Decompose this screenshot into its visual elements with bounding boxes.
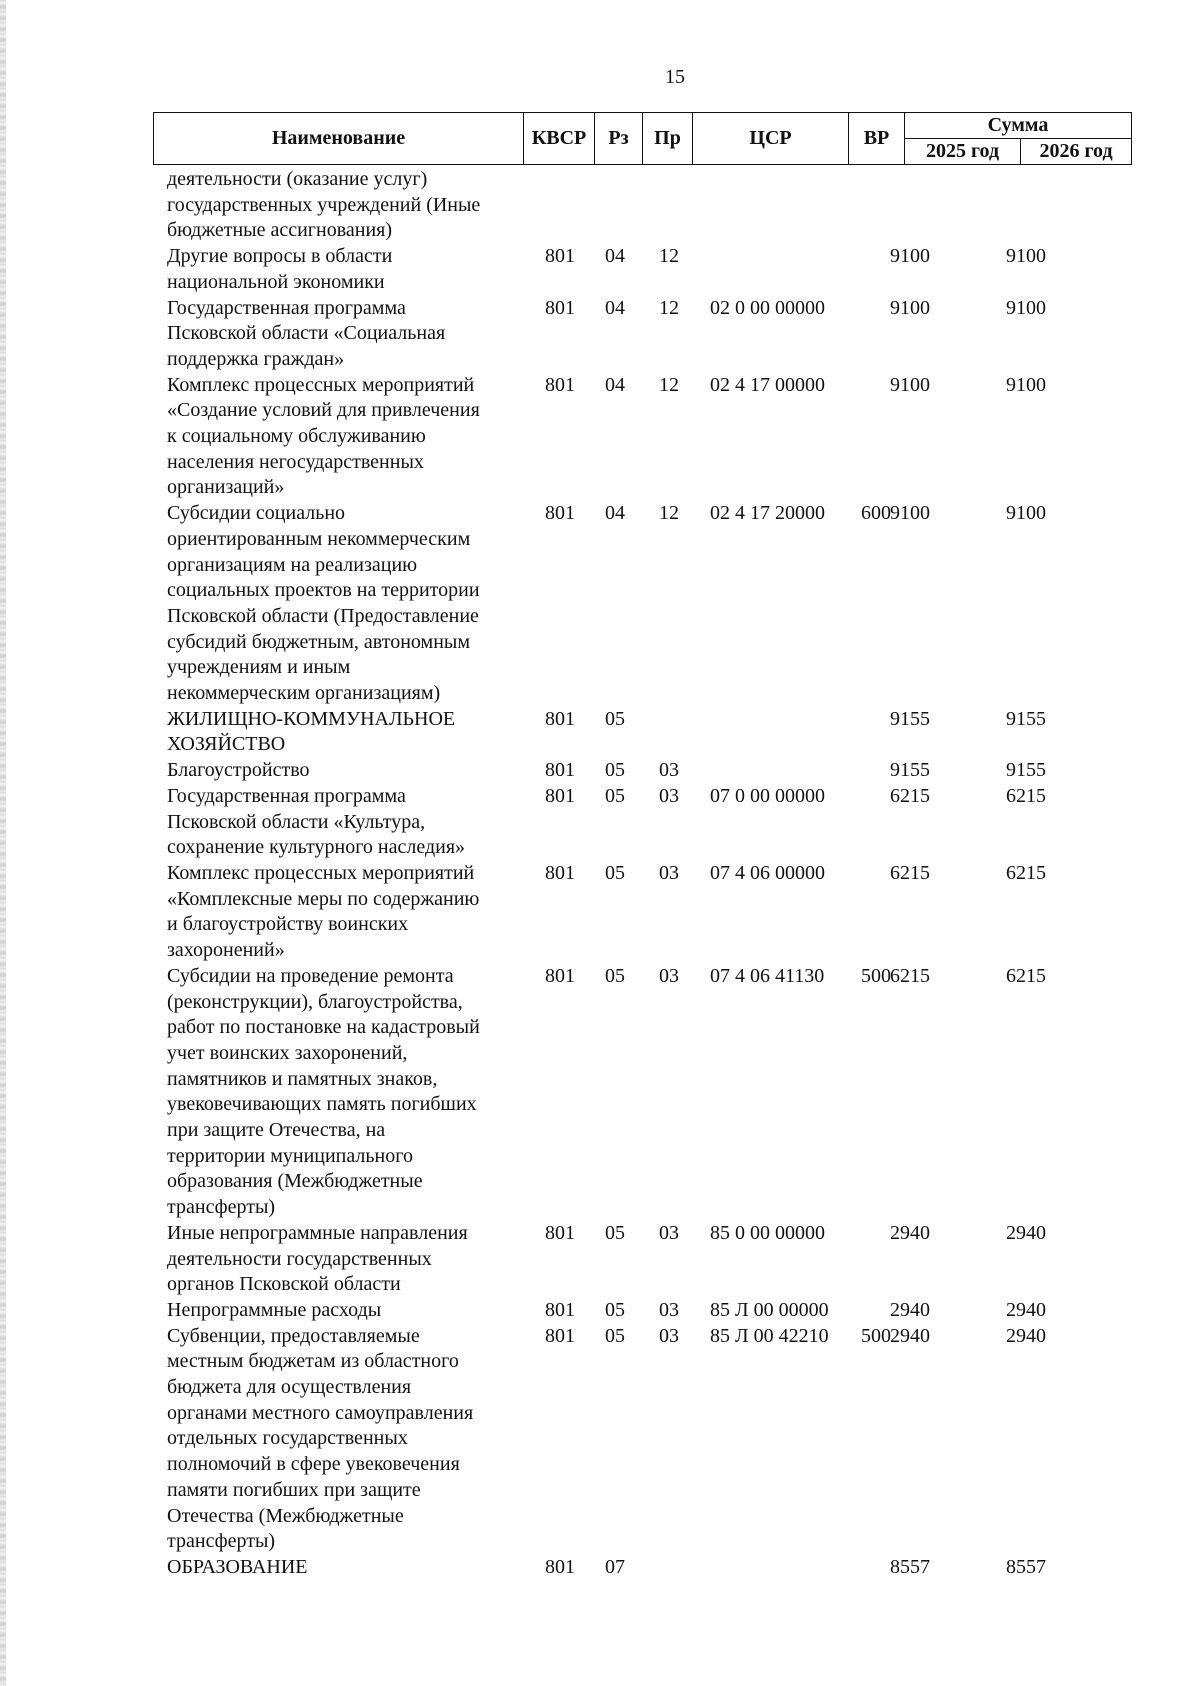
row-name: Государственная программа Псковской области «Культура, сохранение культурного наследия» [167, 784, 466, 859]
header-name: Наименование [154, 113, 524, 165]
row-kvsr: 801 [545, 1221, 575, 1244]
row-sum-2026: 2940 [1006, 1221, 1046, 1244]
row-name: Непрограммные расходы [167, 1298, 382, 1321]
row-kvsr: 801 [545, 1555, 575, 1578]
table-row [167, 758, 1157, 784]
row-rz: 05 [605, 964, 625, 987]
header-kvsr: КВСР [524, 113, 595, 165]
table-row [167, 1324, 1157, 1555]
row-rz: 05 [605, 1298, 625, 1321]
row-name: Благоустройство [167, 759, 310, 782]
row-sum-2025: 9100 [890, 502, 930, 525]
row-csr: 07 4 06 00000 [710, 861, 825, 884]
header-vr: ВР [849, 113, 905, 165]
row-rz: 07 [605, 1555, 625, 1578]
row-sum-2026: 8557 [1006, 1555, 1046, 1578]
row-sum-2025: 9100 [890, 245, 930, 268]
header-rz: Рз [595, 113, 643, 165]
row-kvsr: 801 [545, 373, 575, 396]
row-rz: 05 [605, 1324, 625, 1347]
row-sum-2025: 2940 [890, 1298, 930, 1321]
row-sum-2026: 9100 [1006, 373, 1046, 396]
row-pr: 03 [659, 861, 679, 884]
header-sum: Сумма [905, 113, 1132, 139]
row-name: Субсидии на проведение ремонта (реконструкции), благоустройства, работ по постановке на кадастровый учет воинских захоронений, памятников и памятных знаков, увековечивающих память погибших при защите Отечества, на территории муниципального образования (Межбюджетные трансферты) [167, 964, 480, 1219]
row-sum-2025: 9100 [890, 296, 930, 319]
row-sum-2026: 9100 [1006, 245, 1046, 268]
row-sum-2026: 6215 [1006, 964, 1046, 987]
row-rz: 05 [605, 707, 625, 730]
header-year-2026: 2026 год [1021, 139, 1132, 165]
row-sum-2026: 9100 [1006, 296, 1046, 319]
row-vr: 500 [861, 964, 891, 987]
table-row [167, 244, 1157, 295]
table-row [167, 373, 1157, 502]
header-year-2025: 2025 год [905, 139, 1021, 165]
row-kvsr: 801 [545, 707, 575, 730]
row-pr: 12 [659, 296, 679, 319]
header-csr: ЦСР [693, 113, 849, 165]
row-sum-2025: 6215 [890, 784, 930, 807]
table-row [167, 1298, 1157, 1324]
row-kvsr: 801 [545, 964, 575, 987]
row-name: Субсидии социально ориентированным некоммерческим организациям на реализацию социальных проектов на территории Псковской области (Предоставление субсидий бюджетным, автономным учреждениям и иным некоммерческим организациям) [167, 502, 480, 705]
row-csr: 07 0 00 00000 [710, 784, 825, 807]
row-name: Комплекс процессных мероприятий «Комплексные меры по содержанию и благоустройству воинских захоронений» [167, 861, 480, 962]
row-sum-2026: 9155 [1006, 759, 1046, 782]
row-csr: 85 Л 00 00000 [710, 1298, 829, 1321]
row-name: деятельности (оказание услуг) государственных учреждений (Иные бюджетные ассигнования) [167, 168, 481, 242]
row-csr: 85 Л 00 42210 [710, 1324, 829, 1347]
table-row [167, 784, 1157, 861]
row-csr: 02 4 17 20000 [710, 502, 825, 525]
row-name: Субвенции, предоставляемые местным бюджетам из областного бюджета для осуществления органами местного самоуправления отдельных государственных полномочий в сфере увековечения памяти погибших при защите Отечества (Межбюджетные трансферты) [167, 1324, 474, 1553]
row-pr: 12 [659, 373, 679, 396]
row-name: ОБРАЗОВАНИЕ [167, 1555, 308, 1578]
row-sum-2025: 2940 [890, 1221, 930, 1244]
row-rz: 04 [605, 296, 625, 319]
row-sum-2025: 8557 [890, 1555, 930, 1578]
row-name: Другие вопросы в области национальной экономики [167, 245, 393, 293]
row-sum-2026: 6215 [1006, 861, 1046, 884]
row-sum-2026: 6215 [1006, 784, 1046, 807]
row-vr: 600 [861, 502, 891, 525]
table-row [167, 1221, 1157, 1298]
row-pr: 03 [659, 1324, 679, 1347]
row-sum-2025: 6215 [890, 861, 930, 884]
row-sum-2026: 2940 [1006, 1298, 1046, 1321]
row-pr: 12 [659, 245, 679, 268]
row-kvsr: 801 [545, 861, 575, 884]
row-pr: 03 [659, 759, 679, 782]
row-rz: 04 [605, 502, 625, 525]
row-pr: 03 [659, 1298, 679, 1321]
page-number: 15 [665, 66, 685, 88]
row-sum-2025: 9100 [890, 373, 930, 396]
row-sum-2025: 9155 [890, 759, 930, 782]
row-vr: 500 [861, 1324, 891, 1347]
row-name: Государственная программа Псковской области «Социальная поддержка граждан» [167, 296, 446, 370]
row-rz: 04 [605, 373, 625, 396]
row-rz: 05 [605, 784, 625, 807]
row-pr: 12 [659, 502, 679, 525]
row-kvsr: 801 [545, 245, 575, 268]
row-name: Комплекс процессных мероприятий «Создание условий для привлечения к социальному обслуживанию населения негосударственных организаций» [167, 373, 480, 499]
row-rz: 05 [605, 861, 625, 884]
row-sum-2025: 2940 [890, 1324, 930, 1347]
row-csr: 02 4 17 00000 [710, 373, 825, 396]
row-pr: 03 [659, 1221, 679, 1244]
row-name: ЖИЛИЩНО-КОММУНАЛЬНОЕ ХОЗЯЙСТВО [167, 707, 456, 756]
table-row [167, 1555, 1157, 1581]
row-rz: 05 [605, 1221, 625, 1244]
row-sum-2026: 2940 [1006, 1324, 1046, 1347]
row-csr: 85 0 00 00000 [710, 1221, 825, 1244]
row-kvsr: 801 [545, 1324, 575, 1347]
table-body [167, 167, 1157, 1581]
row-csr: 02 0 00 00000 [710, 296, 825, 319]
row-sum-2026: 9100 [1006, 502, 1046, 525]
row-kvsr: 801 [545, 296, 575, 319]
table-row [167, 501, 1157, 707]
row-kvsr: 801 [545, 759, 575, 782]
row-sum-2025: 6215 [890, 964, 930, 987]
row-pr: 03 [659, 784, 679, 807]
row-sum-2026: 9155 [1006, 707, 1046, 730]
table-row [167, 861, 1157, 964]
row-kvsr: 801 [545, 1298, 575, 1321]
table-row [167, 296, 1157, 373]
row-name: Иные непрограммные направления деятельности государственных органов Псковской области [167, 1221, 468, 1296]
header-pr: Пр [643, 113, 693, 165]
row-sum-2025: 9155 [890, 707, 930, 730]
row-rz: 05 [605, 759, 625, 782]
table-header [153, 112, 1132, 165]
scan-edge [0, 0, 6, 1686]
row-pr: 03 [659, 964, 679, 987]
table-row [167, 167, 1157, 244]
row-kvsr: 801 [545, 502, 575, 525]
row-kvsr: 801 [545, 784, 575, 807]
row-rz: 04 [605, 245, 625, 268]
row-csr: 07 4 06 41130 [710, 964, 825, 987]
table-row [167, 964, 1157, 1221]
table-row [167, 707, 1157, 758]
